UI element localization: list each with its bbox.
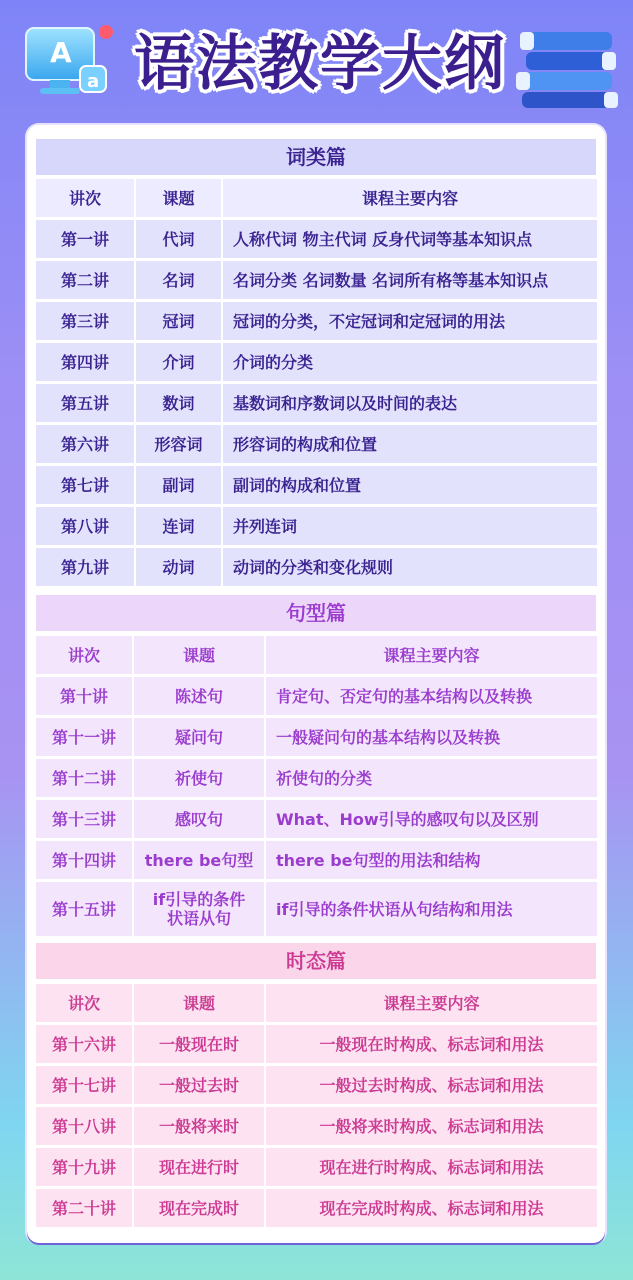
lesson-content-cell: 祈使句的分类	[266, 759, 597, 797]
lesson-topic-cell: 一般过去时	[134, 1066, 264, 1104]
lesson-topic-cell: 现在进行时	[134, 1148, 264, 1186]
lesson-number-cell: 第一讲	[36, 220, 134, 258]
lesson-number-cell: 第十讲	[36, 677, 132, 715]
lesson-topic-cell: 动词	[136, 548, 221, 586]
lesson-content-cell: 动词的分类和变化规则	[223, 548, 597, 586]
lesson-number-cell: 第四讲	[36, 343, 134, 381]
lesson-number-cell: 第十三讲	[36, 800, 132, 838]
lesson-number-cell: 第八讲	[36, 507, 134, 545]
lesson-content-cell: 现在完成时构成、标志词和用法	[266, 1189, 597, 1227]
lesson-number-cell: 第二十讲	[36, 1189, 132, 1227]
lesson-topic-cell: 数词	[136, 384, 221, 422]
lesson-content-cell: 冠词的分类，不定冠词和定冠词的用法	[223, 302, 597, 340]
lesson-content-cell: 一般将来时构成、标志词和用法	[266, 1107, 597, 1145]
lesson-number-cell: 第十七讲	[36, 1066, 132, 1104]
lesson-content-cell: 肯定句、否定句的基本结构以及转换	[266, 677, 597, 715]
lesson-content-cell: 并列连词	[223, 507, 597, 545]
lesson-number-cell: 第十四讲	[36, 841, 132, 879]
lesson-content-cell: there be句型的用法和结构	[266, 841, 597, 879]
lesson-number-cell: 第七讲	[36, 466, 134, 504]
lesson-topic-cell: 祈使句	[134, 759, 264, 797]
lesson-topic-cell: 一般现在时	[134, 1025, 264, 1063]
section-title: 词类篇	[36, 139, 596, 175]
lesson-content-cell: 一般疑问句的基本结构以及转换	[266, 718, 597, 756]
lesson-topic-cell: 陈述句	[134, 677, 264, 715]
lesson-topic-cell: 连词	[136, 507, 221, 545]
lesson-topic-cell: 冠词	[136, 302, 221, 340]
lesson-content-cell: 副词的构成和位置	[223, 466, 597, 504]
lesson-number-cell: 第十八讲	[36, 1107, 132, 1145]
lesson-topic-cell: there be句型	[134, 841, 264, 879]
monitor-icon	[22, 22, 114, 102]
column-header: 课题	[136, 179, 221, 217]
lesson-number-cell: 第九讲	[36, 548, 134, 586]
lesson-content-cell: 基数词和序数词以及时间的表达	[223, 384, 597, 422]
column-header: 课题	[134, 636, 264, 674]
lesson-topic-cell: 一般将来时	[134, 1107, 264, 1145]
lesson-topic-cell: 形容词	[136, 425, 221, 463]
lesson-content-cell: 一般现在时构成、标志词和用法	[266, 1025, 597, 1063]
lesson-content-cell: What、How引导的感叹句以及区别	[266, 800, 597, 838]
column-header: 讲次	[36, 636, 132, 674]
column-header: 课程主要内容	[266, 984, 597, 1022]
lesson-number-cell: 第十二讲	[36, 759, 132, 797]
books-icon	[512, 26, 622, 112]
monitor-letter-big: A	[50, 36, 72, 69]
lesson-number-cell: 第十六讲	[36, 1025, 132, 1063]
monitor-letter-small: a	[87, 71, 100, 92]
lesson-topic-cell: 疑问句	[134, 718, 264, 756]
lesson-topic-cell: 代词	[136, 220, 221, 258]
lesson-content-cell: 名词分类 名词数量 名词所有格等基本知识点	[223, 261, 597, 299]
page-title: 语法教学大纲	[134, 29, 506, 99]
column-header: 课程主要内容	[223, 179, 597, 217]
page-header	[0, 0, 633, 125]
lesson-number-cell: 第六讲	[36, 425, 134, 463]
column-header: 课程主要内容	[266, 636, 597, 674]
lesson-content-cell: 人称代词 物主代词 反身代词等基本知识点	[223, 220, 597, 258]
lesson-content-cell: 形容词的构成和位置	[223, 425, 597, 463]
lesson-topic-cell: 名词	[136, 261, 221, 299]
lesson-number-cell: 第十一讲	[36, 718, 132, 756]
section-title: 句型篇	[36, 595, 596, 631]
lesson-topic-cell: 现在完成时	[134, 1189, 264, 1227]
lesson-content-cell: 现在进行时构成、标志词和用法	[266, 1148, 597, 1186]
lesson-content-cell: 一般过去时构成、标志词和用法	[266, 1066, 597, 1104]
lesson-topic-cell: 感叹句	[134, 800, 264, 838]
column-header: 课题	[134, 984, 264, 1022]
lesson-number-cell: 第十九讲	[36, 1148, 132, 1186]
lesson-topic-cell: if引导的条件状语从句	[134, 882, 264, 936]
column-header: 讲次	[36, 984, 132, 1022]
lesson-number-cell: 第二讲	[36, 261, 134, 299]
lesson-number-cell: 第十五讲	[36, 882, 132, 936]
lesson-number-cell: 第五讲	[36, 384, 134, 422]
syllabus-card	[27, 125, 605, 1243]
lesson-content-cell: if引导的条件状语从句结构和用法	[266, 882, 597, 936]
lesson-topic-cell: 介词	[136, 343, 221, 381]
lesson-content-cell: 介词的分类	[223, 343, 597, 381]
lesson-number-cell: 第三讲	[36, 302, 134, 340]
lesson-topic-cell: 副词	[136, 466, 221, 504]
section-title: 时态篇	[36, 943, 596, 979]
column-header: 讲次	[36, 179, 134, 217]
